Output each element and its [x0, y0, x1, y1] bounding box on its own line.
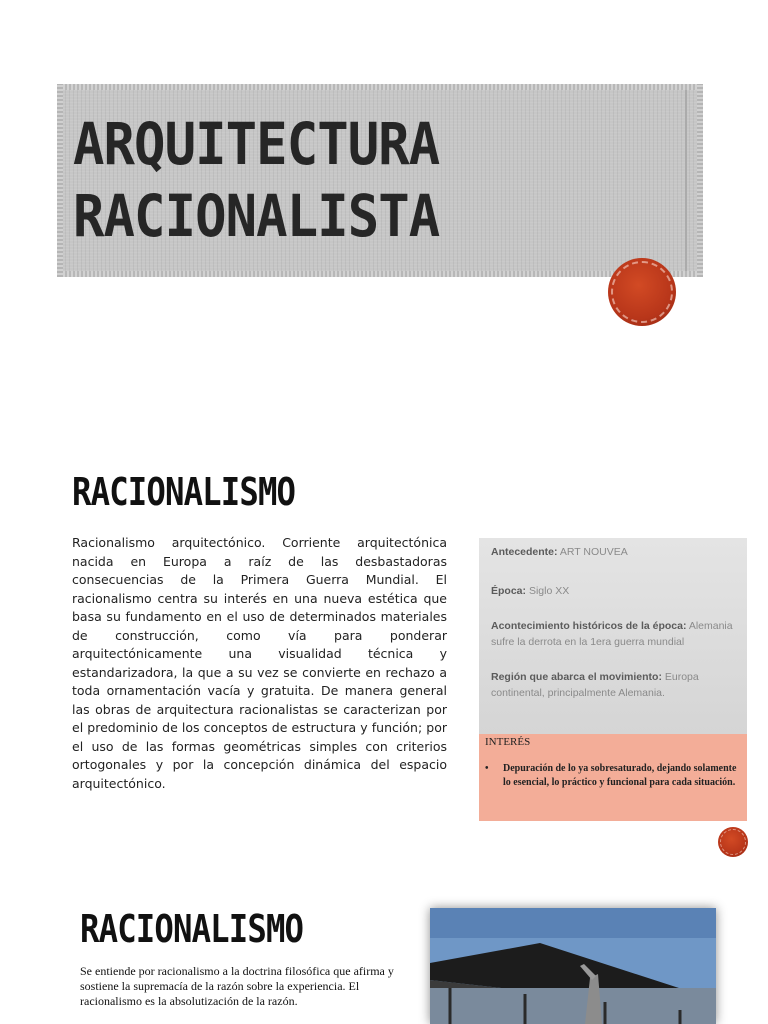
- list-item: [485, 762, 739, 790]
- info-label: Acontecimiento históricos de la época:: [491, 620, 687, 632]
- banner-divider: [685, 90, 687, 271]
- building-photo: [430, 908, 716, 1024]
- page-title: [73, 108, 439, 252]
- info-value: Europa continental, principalmente Alemania.: [491, 671, 699, 699]
- title-line-1: ARQUITECTURA: [73, 110, 440, 178]
- info-label: Región que abarca el movimiento:: [491, 671, 662, 683]
- section-heading: RACIONALISMO: [72, 470, 296, 514]
- title-line-2: RACIONALISTA: [73, 182, 440, 250]
- bullet-icon: •: [485, 763, 489, 774]
- info-value: Alemania sufre la derrota en la 1era guerra mundial: [491, 620, 733, 648]
- info-item-epoca: [491, 583, 735, 599]
- section-body-text: Se entiende por racionalismo a la doctrina filosófica que afirma y sostiene la supremacía de la razón sobre la experiencia. El racionalismo es la absolutización de la razón.: [80, 964, 394, 1008]
- interest-item-text: Depuración de lo ya sobresaturado, dejando solamente lo esencial, lo práctico y funcional para cada situación.: [503, 763, 737, 788]
- info-label: Antecedente:: [491, 546, 558, 558]
- sky-top: [430, 908, 716, 938]
- building-illustration: [430, 908, 716, 1024]
- info-item-antecedente: [491, 544, 735, 560]
- banner-left-border: [57, 84, 63, 277]
- banner-bottom-border: [57, 271, 703, 277]
- info-item-region: [491, 669, 735, 701]
- info-item-acontecimiento: [491, 618, 735, 650]
- info-value: ART NOUVEA: [559, 546, 628, 558]
- info-label: Época:: [491, 585, 527, 597]
- banner-right-border: [697, 84, 703, 277]
- info-value: Siglo XX: [528, 585, 570, 597]
- section-body-text: Racionalismo arquitectónico. Corriente arquitectónica nacida en Europa a raíz de las desbastadoras consecuencias de la Primera Guerra Mundial. El racionalismo centra su interés en una nueva estética que basa su fundamento en el uso de determinados materiales de construcción, como vía para ponderar arquitectónicamente una visualidad técnica y estandarizadora, la que a su vez se convierte en rechazo a toda ornamentación vacía y gratuita. De manera general las obras de arquitectura racionalistas se caracterizan por el predominio de los conceptos de estructura y función; por el uso de las formas geométricas simples con criterios ortogonales y por la concepción dinámica del espacio arquitectónico.: [72, 535, 447, 791]
- title-banner: [57, 84, 703, 277]
- section-heading: RACIONALISMO: [80, 907, 304, 951]
- glass-facade: [430, 988, 716, 1024]
- decorative-circle-icon: [718, 827, 748, 857]
- interest-heading: INTERÉS: [485, 736, 531, 748]
- decorative-circle-icon: [608, 258, 676, 326]
- banner-top-border: [57, 84, 703, 90]
- info-panel: [479, 538, 747, 734]
- interest-list: [485, 762, 739, 790]
- interest-panel: [479, 734, 747, 821]
